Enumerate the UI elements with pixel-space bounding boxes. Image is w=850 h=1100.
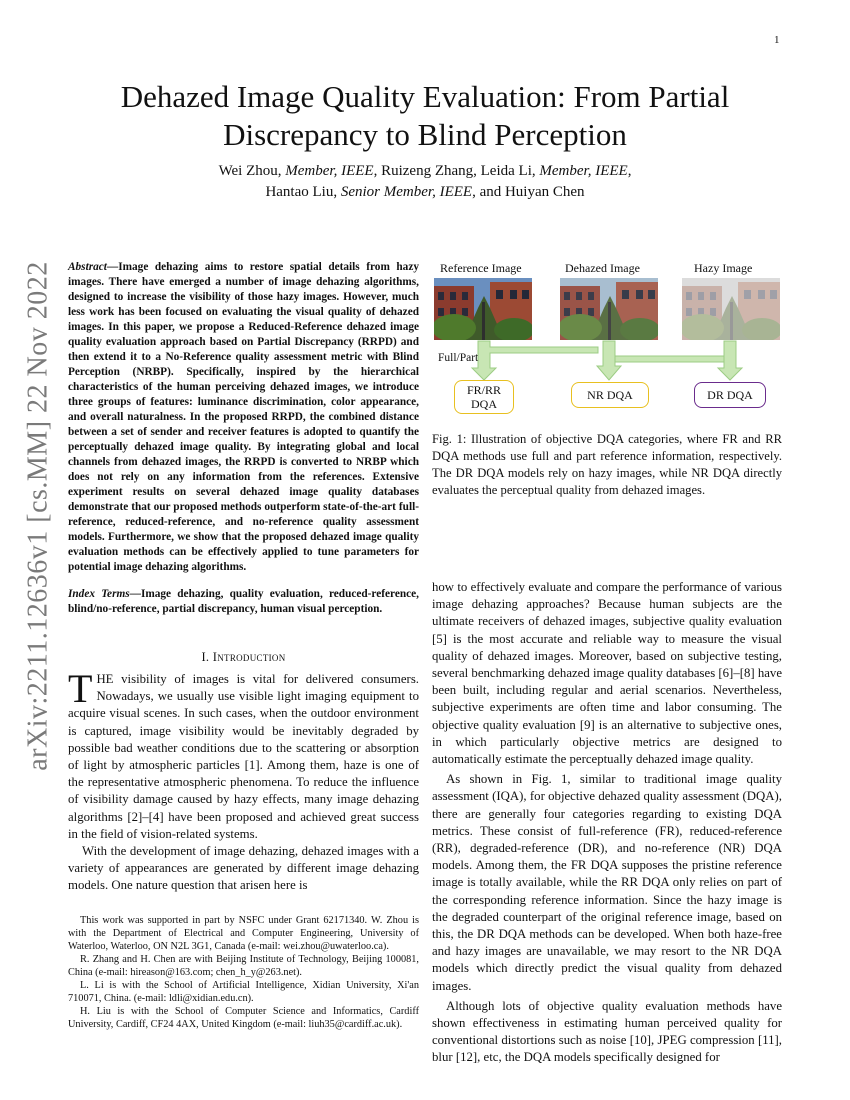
index-terms-text: —Image dehazing, quality evaluation, reduced-reference, blind/no-reference, partial discrepancy, human visual perception. — [68, 588, 419, 615]
paper-title: Dehazed Image Quality Evaluation: From Partial Discrepancy to Blind Perception — [120, 79, 730, 152]
footnote: R. Zhang and H. Chen are with Beijing Institute of Technology, Beijing 100081, China (e-mail: hireason@163.com; chen_h_y@263.net). — [68, 954, 419, 978]
index-terms — [68, 587, 419, 617]
author-punct: , — [627, 163, 632, 179]
full-part-label: Full/Part — [438, 352, 479, 364]
intro-paragraph — [68, 666, 419, 843]
footnote: L. Li is with the School of Artificial Intelligence, Xidian University, Xi'an 710071, China. (e-mail: ldli@xidian.edu.cn). — [68, 980, 419, 1004]
arxiv-stamp-text: arXiv:2211.12636v1 [cs.MM] 22 Nov 2022 — [23, 261, 55, 771]
author-name: Wei Zhou, — [218, 163, 282, 179]
author-name: , and Huiyan Chen — [472, 184, 585, 200]
author-role: Member, IEEE — [285, 163, 374, 179]
section-heading-text: I. Introduction — [201, 650, 286, 664]
label-hazy-image: Hazy Image — [694, 261, 753, 275]
figure-1 — [432, 258, 782, 418]
drop-cap: T — [68, 666, 93, 711]
section-heading — [68, 650, 419, 665]
intro-paragraph-1: HE visibility of images is vital for delivered consumers. Nowadays, we usually use visible light imaging equipment to acquire visual scenes. In such cases, when the outdoor environment is captured, image visibility would be inevitably degraded by possible bad weather conditions due to the scattering or absorption of light by atmospheric particles [1]. Among them, haze is one of the representative atmospheric phenomena. To reduce the influence of visibility damage caused by hazy effects, many image dehazing algorithms [2]–[4] have been proposed and achieved great success in the field of vision-related systems. — [68, 672, 419, 841]
author-list — [60, 161, 790, 203]
label-reference-image: Reference Image — [440, 261, 522, 275]
right-paragraph-1: how to effectively evaluate and compare the performance of various image dehazing approaches? Because human subjects are the ultimate receivers of dehazed images, subjective quality evaluation [5] is the most accurate and reliable way to measure the visual quality of dehazed images. Moreover, based on subjective testing, several benchmarking dehazed image quality databases [6]–[8] have been built, including regular and aerial scenarios. Nevertheless, subjective experiments are often time and labor consuming. The objective quality evaluation [9] is an alternative to subjective ones, in which particularly objective metrics are designed to automatically estimate the perceptually dehazed image quality. — [432, 580, 782, 767]
intro-paragraph-2: With the development of image dehazing, dehazed images with a variety of appearances are generated by different image dehazing models. One nature question that arisen here is — [68, 844, 419, 893]
box-frrr-dqa: FR/RR DQA — [454, 380, 514, 414]
arxiv-stamp — [16, 261, 62, 771]
label-dehazed-image: Dehazed Image — [565, 261, 640, 275]
abstract — [68, 260, 419, 575]
index-terms-label: Index Terms — [68, 588, 130, 600]
footnote: This work was supported in part by NSFC under Grant 62171340. W. Zhou is with the Department of Electrical and Computer Engineering, University of Waterloo, Waterloo, ON N2L 3G1, Canada (e-mail: wei.zhou@uwaterloo.ca). — [68, 915, 419, 952]
figure-caption: Fig. 1: Illustration of objective DQA categories, where FR and RR DQA methods use full and part reference information, respectively. The DR DQA models rely on hazy images, while NR DQA directly evaluates the perceptual quality from dehazed images. — [432, 432, 782, 497]
footnotes — [68, 914, 419, 1031]
author-name: , Ruizeng Zhang, Leida Li, — [373, 163, 536, 179]
right-column-text — [432, 579, 782, 1067]
box-dr-dqa: DR DQA — [694, 382, 766, 408]
box-nr-dqa: NR DQA — [571, 382, 649, 408]
introduction-text — [68, 666, 419, 895]
right-paragraph-2: As shown in Fig. 1, similar to traditional image quality assessment (IQA), for objective dehazed quality assessment (DQA), there are generally four categories regarding to existing DQA metrics. These consist of full-reference (FR), reduced-reference (RR), degraded-reference (DR), and no-reference (NR) DQA models. Among them, the FR DQA supposes the pristine reference image is totally available, while the RR DQA only relies on part of the corresponding reference information. Since the hazy image is the degraded counterpart of the original reference image, based on this, the DR DQA methods can be developed. When both haze-free and hazy images are unavailable, we may resort to the NR DQA models which directly predict the visual quality from dehazed images. — [432, 772, 782, 993]
page-number: 1 — [774, 34, 780, 46]
footnote: H. Liu is with the School of Computer Science and Informatics, Cardiff University, Cardiff, CF24 4AX, United Kingdom (e-mail: liuh35@cardiff.ac.uk). — [68, 1006, 419, 1030]
author-name: Hantao Liu, — [265, 184, 338, 200]
abstract-label: Abstract — [68, 261, 107, 273]
author-role: Senior Member, IEEE — [340, 184, 473, 200]
author-role: Member, IEEE — [539, 163, 628, 179]
right-paragraph-3: Although lots of objective quality evaluation methods have shown effectiveness in estimating human perceived quality for conventional distortions such as noise [10], JPEG compression [11], blur [12], etc, the DQA models specifically designed for — [432, 998, 782, 1065]
abstract-text: —Image dehazing aims to restore spatial details from hazy images. There have emerged a number of image dehazing algorithms, designed to increase the visibility of those hazy images. However, much less work has been focused on evaluating the visual quality of dehazed images. In this paper, we propose a Reduced-Reference dehazed image quality evaluation approach based on Partial Discrepancy (RRPD) and then extend it to a No-Reference quality assessment metric with Blind Perception (NRBP). Specifically, inspired by the hierarchical characteristics of the human perceiving dehazed images, we introduce three groups of features: luminance discrimination, color appearance, and overall naturalness. In the proposed RRPD, the combined distance between a set of sender and receiver features is adopted to quantify the perceptually dehazed image quality. By integrating global and local channels from dehazed images, the RRPD is converted to NRBP which does not rely on any information from the references. Extensive experiment results on several dehazed image quality databases demonstrate that our proposed methods outperform state-of-the-art full-reference, reduced-reference, and no-reference quality assessment models. Furthermore, we show that the proposed dehazed image quality evaluation methods can be effectively applied to tune parameters for potential image dehazing algorithms. — [68, 261, 419, 573]
